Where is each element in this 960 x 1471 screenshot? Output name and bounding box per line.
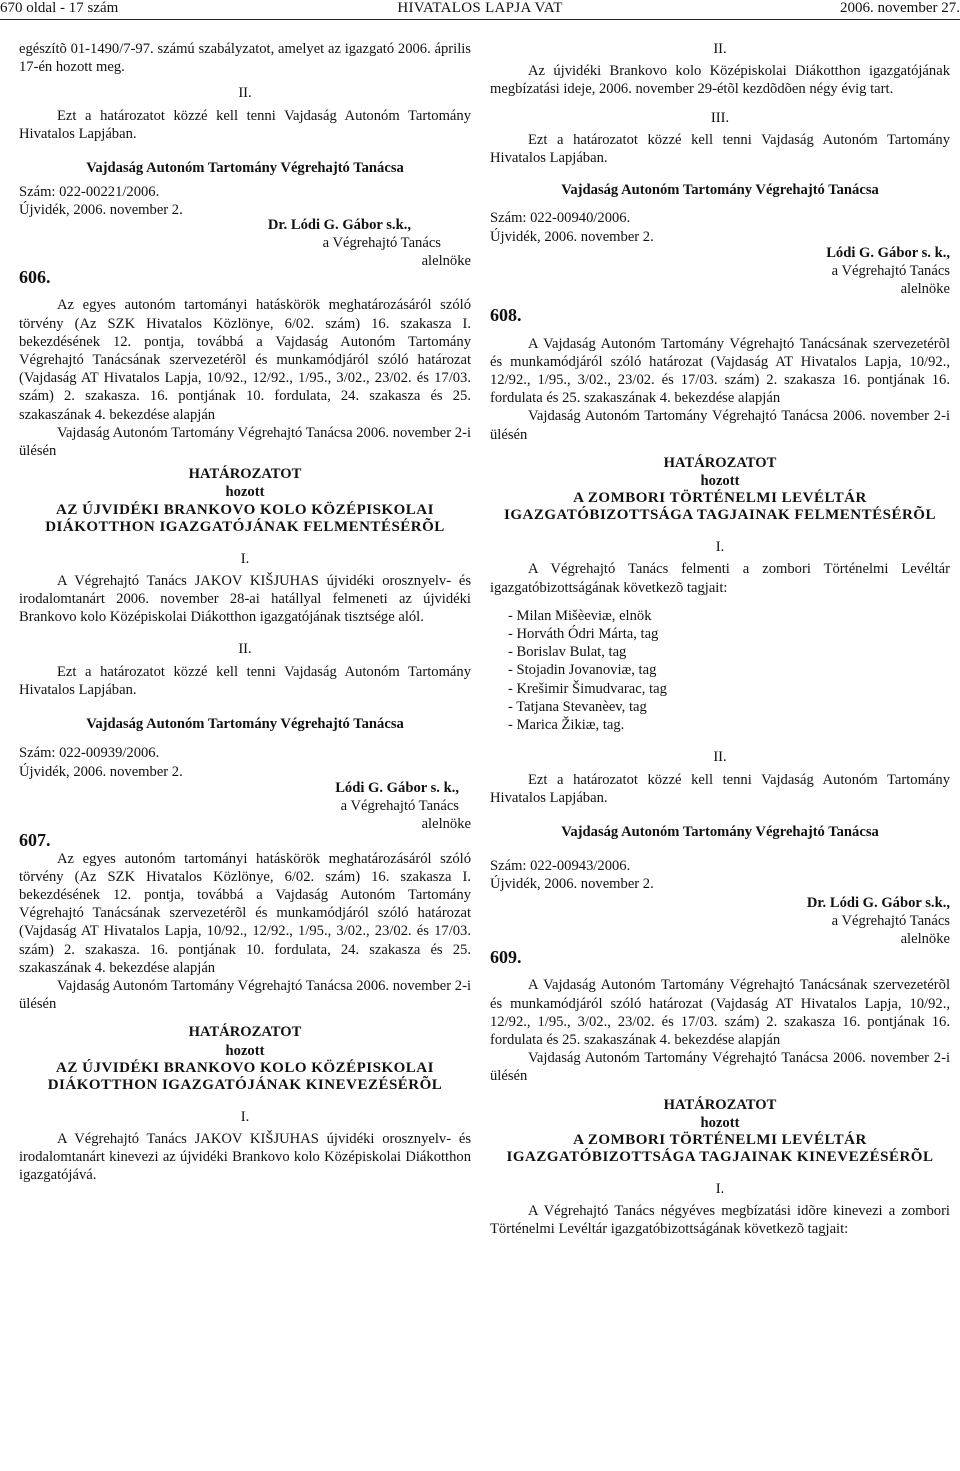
resolution-heading-608: HATÁROZATOT	[663, 454, 777, 471]
document-number-606: 606.	[19, 267, 51, 288]
signer-role: a Végrehajtó Tanács	[340, 797, 459, 814]
roman-numeral: III.	[710, 109, 730, 126]
signer-title: alelnöke	[900, 281, 950, 298]
header-page-number: 670 oldal - 17 szám	[0, 0, 119, 16]
resolution-heading-609: HATÁROZATOT	[663, 1096, 777, 1113]
council-session-608: Vajdaság Autonóm Tartomány Végrehajtó Tanácsa 2006. november 2-i ülésén	[490, 408, 950, 443]
document-number-607: 607.	[19, 830, 51, 851]
list-item: - Horváth Ódri Márta, tag	[508, 626, 659, 643]
resolution-title-609-line2: IGAZGATÓBIZOTTSÁGA TAGJAINAK KINEVEZÉSÉRÕL	[506, 1148, 934, 1165]
legal-basis-608: A Vajdaság Autonóm Tartomány Végrehajtó Tanácsának szervezetérõl és munkamódjáról szóló határozat (Vajdaság AT Hivatalos Lapja, 10/92., 12/92., 1/95., 3/02., 23/02. és 17/03. szám) 2. szakasza 16. pontjának 16. fordulata és 25. szakaszának 4. bekezdése alapján	[490, 335, 950, 407]
hozott-606: hozott	[225, 484, 265, 501]
roman-numeral: I.	[240, 1108, 250, 1125]
member-list-608	[490, 607, 950, 734]
signer-role: a Végrehajtó Tanács	[831, 263, 950, 280]
resolution-title-607-line1: AZ ÚJVIDÉKI BRANKOVO KOLO KÖZÉPISKOLAI	[56, 1059, 434, 1076]
publish-paragraph: Ezt a határozatot közzé kell tenni Vajdaság Autonóm Tartomány Hivatalos Lapjában.	[19, 107, 471, 142]
roman-numeral: I.	[715, 539, 725, 556]
roman-numeral: II.	[713, 749, 727, 766]
list-item: - Tatjana Stevanèev, tag	[508, 698, 647, 715]
article-ii-606: Ezt a határozatot közzé kell tenni Vajdaság Autonóm Tartomány Hivatalos Lapjában.	[19, 663, 471, 698]
roman-numeral: I.	[715, 1180, 725, 1197]
signer-role: a Végrehajtó Tanács	[322, 234, 441, 251]
document-number-608: 608.	[490, 305, 522, 326]
hozott-609: hozott	[700, 1114, 740, 1131]
resolution-heading-607: HATÁROZATOT	[188, 1024, 302, 1041]
article-i-609: A Végrehajtó Tanács négyéves megbízatási idõre kinevezi a zombori Történelmi Levéltár igazgatóbizottságának következõ tagjait:	[490, 1203, 950, 1238]
legal-basis-607: Az egyes autonóm tartományi hatáskörök meghatározásáról szóló törvény (Az SZK Hivatalos Közlönye, 6/02. szám) 16. szakasza I. bekezdésének 12. pontja, továbbá a Vajdaság Autonóm Tartomány Végrehajtó Tanácsának szervezetérõl és munkamódjáról szóló határozat (Vajdaság AT Hivatalos Lapja, 10/92., 12/92., 1/95., 3/02., 23/02. és 17/03. szám) 2. szakasza. 16. pontjának 10. fordulata, 24. szakasza és 25. szakaszának 4. bekezdése alapján	[19, 850, 471, 976]
intro-paragraph: egészítõ 01-1490/7-97. számú szabályzatot, amelyet az igazgató 2006. április 17-én hozott meg.	[19, 41, 471, 76]
header-rule	[0, 19, 960, 20]
document-date: Újvidék, 2006. november 2.	[19, 763, 183, 780]
signer-title: alelnöke	[900, 930, 950, 947]
hozott-608: hozott	[700, 473, 740, 490]
council-name: Vajdaság Autonóm Tartomány Végrehajtó Tanácsa	[86, 160, 404, 177]
document-number: Szám: 022-00221/2006.	[19, 184, 160, 201]
council-session-609: Vajdaság Autonóm Tartomány Végrehajtó Tanácsa 2006. november 2-i ülésén	[490, 1050, 950, 1085]
right-column	[490, 40, 950, 1239]
document-number-609: 609.	[490, 947, 522, 968]
signer-name: Lódi G. Gábor s. k.,	[826, 244, 950, 261]
roman-numeral: II.	[713, 41, 727, 57]
document-date: Újvidék, 2006. november 2.	[490, 228, 654, 245]
roman-numeral: II.	[238, 641, 252, 658]
legal-basis-609: A Vajdaság Autonóm Tartomány Végrehajtó Tanácsának szervezetérõl és munkamódjáról szóló határozat (Vajdaság AT Hivatalos Lapja, 10/92., 12/92., 1/95., 3/02., 23/02. és 17/03. szám) 2. szakasza 16. pontjának 16. fordulata és 25. szakaszának 4. bekezdése alapján	[490, 977, 950, 1048]
council-name: Vajdaság Autonóm Tartomány Végrehajtó Tanácsa	[86, 716, 404, 733]
resolution-title-608-line2: IGAZGATÓBIZOTTSÁGA TAGJAINAK FELMENTÉSÉRÕL	[504, 507, 936, 524]
resolution-title-608-line1: A ZOMBORI TÖRTÉNELMI LEVÉLTÁR	[573, 490, 867, 507]
roman-numeral: II.	[238, 85, 252, 102]
document-date: Újvidék, 2006. november 2.	[490, 876, 654, 893]
header-publication: HIVATALOS LAPJA VAT	[397, 0, 563, 16]
list-item: - Marica Žikiæ, tag.	[508, 717, 625, 734]
resolution-title-606-line1: AZ ÚJVIDÉKI BRANKOVO KOLO KÖZÉPISKOLAI	[56, 501, 434, 518]
signer-name: Dr. Lódi G. Gábor s.k.,	[267, 216, 411, 233]
article-iii-publish: Ezt a határozatot közzé kell tenni Vajdaság Autonóm Tartomány Hivatalos Lapjában.	[490, 131, 950, 167]
council-session-607: Vajdaság Autonóm Tartomány Végrehajtó Tanácsa 2006. november 2-i ülésén	[19, 977, 471, 1013]
left-column	[19, 40, 471, 1185]
running-header	[0, 0, 960, 22]
article-i-608: A Végrehajtó Tanács felmenti a zombori Történelmi Levéltár igazgatóbizottságának következõ tagjait:	[490, 561, 950, 596]
resolution-heading-606: HATÁROZATOT	[188, 466, 302, 483]
legal-basis-606: Az egyes autonóm tartományi hatáskörök meghatározásáról szóló törvény (Az SZK Hivatalos Közlönye, 6/02. szám) 16. szakasza I. bekezdésének 12. pontja, továbbá a Vajdaság Autonóm Tartomány Végrehajtó Tanácsának szervezetérõl és munkamódjáról szóló határozat (Vajdaság AT Hivatalos Lapja, 10/92., 12/92., 1/95., 3/02., 23/02. és 17/03. szám) 2. szakasza. 16. pontjának 10. fordulata, 24. szakasza és 25. szakaszának 4. bekezdése alapján	[19, 297, 471, 423]
article-ii-term: Az újvidéki Brankovo kolo Középiskolai Diákotthon igazgatójának megbízatási ideje, 2006. november 29-étõl kezdõdõen négy évig tart.	[490, 63, 950, 98]
list-item: - Stojadin Jovanoviæ, tag	[508, 662, 657, 679]
resolution-title-607-line2: DIÁKOTTHON IGAZGATÓJÁNAK KINEVEZÉSÉRÕL	[47, 1076, 443, 1093]
document-number: Szám: 022-00939/2006.	[19, 745, 160, 762]
article-ii-608: Ezt a határozatot közzé kell tenni Vajdaság Autonóm Tartomány Hivatalos Lapjában.	[490, 771, 950, 806]
resolution-title-606-line2: DIÁKOTTHON IGAZGATÓJÁNAK FELMENTÉSÉRÕL	[45, 518, 445, 535]
signer-role: a Végrehajtó Tanács	[831, 912, 950, 929]
signer-title: alelnöke	[421, 816, 471, 833]
header-date: 2006. november 27.	[840, 0, 960, 16]
hozott-607: hozott	[225, 1042, 265, 1059]
article-i-606: A Végrehajtó Tanács JAKOV KIŠJUHAS újvidéki orosznyelv- és irodalomtanárt 2006. november 28-ai hatállyal felmeneti az újvidéki Brankovo kolo Középiskolai Diákotthon igazgatójának tisztsége alól.	[19, 572, 471, 626]
list-item: - Borislav Bulat, tag	[508, 644, 627, 661]
roman-numeral: I.	[240, 550, 250, 567]
signer-name: Lódi G. Gábor s. k.,	[335, 779, 459, 796]
council-session-606: Vajdaság Autonóm Tartomány Végrehajtó Tanácsa 2006. november 2-i ülésén	[19, 424, 471, 460]
council-name: Vajdaság Autonóm Tartomány Végrehajtó Tanácsa	[561, 823, 879, 840]
council-name: Vajdaság Autonóm Tartomány Végrehajtó Tanácsa	[561, 182, 879, 199]
document-number: Szám: 022-00943/2006.	[490, 858, 631, 875]
article-i-607: A Végrehajtó Tanács JAKOV KIŠJUHAS újvidéki orosznyelv- és irodalomtanárt kinevezi az újvidéki Brankovo kolo Középiskolai Diákotthon igazgatójává.	[19, 1130, 471, 1184]
document-date: Újvidék, 2006. november 2.	[19, 202, 183, 219]
list-item: - Krešimir Šimudvarac, tag	[508, 680, 667, 697]
signer-name: Dr. Lódi G. Gábor s.k.,	[806, 894, 950, 911]
resolution-title-609-line1: A ZOMBORI TÖRTÉNELMI LEVÉLTÁR	[573, 1131, 867, 1148]
document-number: Szám: 022-00940/2006.	[490, 210, 631, 227]
list-item: - Milan Mišèeviæ, elnök	[508, 607, 652, 624]
signer-title: alelnöke	[421, 253, 471, 270]
